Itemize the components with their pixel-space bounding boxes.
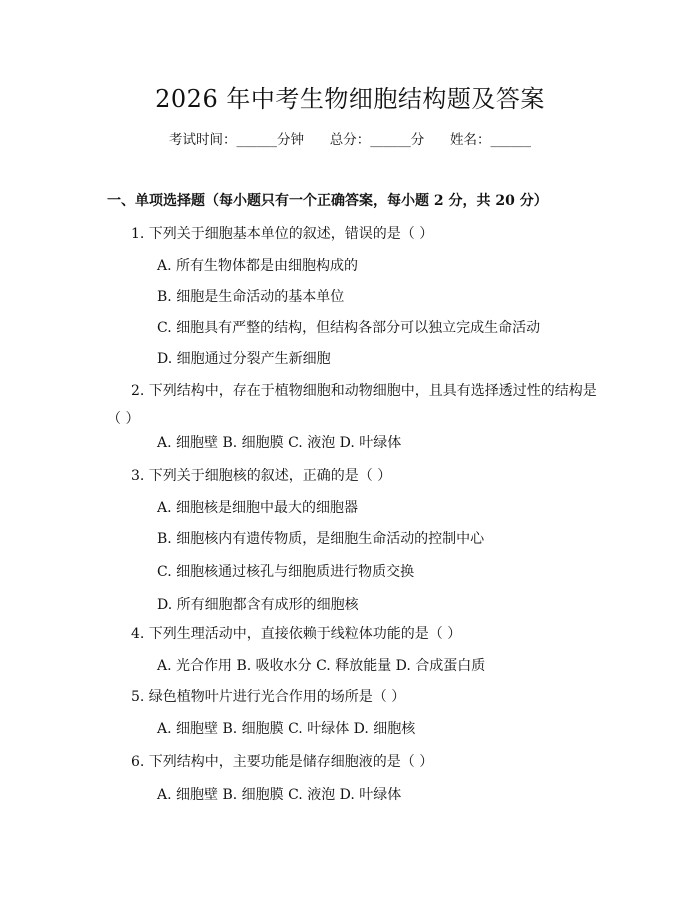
question-2-options: A. 细胞壁 B. 细胞膜 C. 液泡 D. 叶绿体	[157, 435, 402, 451]
question-6-options: A. 细胞壁 B. 细胞膜 C. 液泡 D. 叶绿体	[157, 787, 402, 803]
question-1-option-c: C. 细胞具有严整的结构，但结构各部分可以独立完成生命活动	[157, 320, 541, 336]
page-title: 2026 年中考生物细胞结构题及答案	[155, 85, 545, 113]
section-heading: 一、单项选择题（每小题只有一个正确答案，每小题 2 分，共 20 分）	[107, 193, 548, 209]
question-6: 6. 下列结构中，主要功能是储存细胞液的是（ ）	[131, 754, 434, 770]
question-5: 5. 绿色植物叶片进行光合作用的场所是（ ）	[131, 689, 406, 705]
question-2: 2. 下列结构中，存在于植物细胞和动物细胞中，且具有选择透过性的结构是（ ）	[107, 383, 597, 427]
question-3-option-c: C. 细胞核通过核孔与细胞质进行物质交换	[157, 564, 415, 580]
question-1-option-d: D. 细胞通过分裂产生新细胞	[157, 351, 331, 367]
question-3-option-d: D. 所有细胞都含有成形的细胞核	[157, 597, 359, 613]
question-3-option-b: B. 细胞核内有遗传物质，是细胞生命活动的控制中心	[157, 531, 485, 547]
question-5-options: A. 细胞壁 B. 细胞膜 C. 叶绿体 D. 细胞核	[157, 721, 416, 737]
exam-info-line: 考试时间：______分钟 总分：______分 姓名：______	[169, 132, 531, 148]
question-1-option-a: A. 所有生物体都是由细胞构成的	[157, 258, 359, 274]
question-1: 1. 下列关于细胞基本单位的叙述，错误的是（ ）	[131, 226, 434, 242]
question-3: 3. 下列关于细胞核的叙述，正确的是（ ）	[131, 468, 392, 484]
question-4: 4. 下列生理活动中，直接依赖于线粒体功能的是（ ）	[131, 626, 462, 642]
question-1-option-b: B. 细胞是生命活动的基本单位	[157, 289, 345, 305]
question-3-option-a: A. 细胞核是细胞中最大的细胞器	[157, 500, 359, 516]
question-4-options: A. 光合作用 B. 吸收水分 C. 释放能量 D. 合成蛋白质	[157, 658, 486, 674]
